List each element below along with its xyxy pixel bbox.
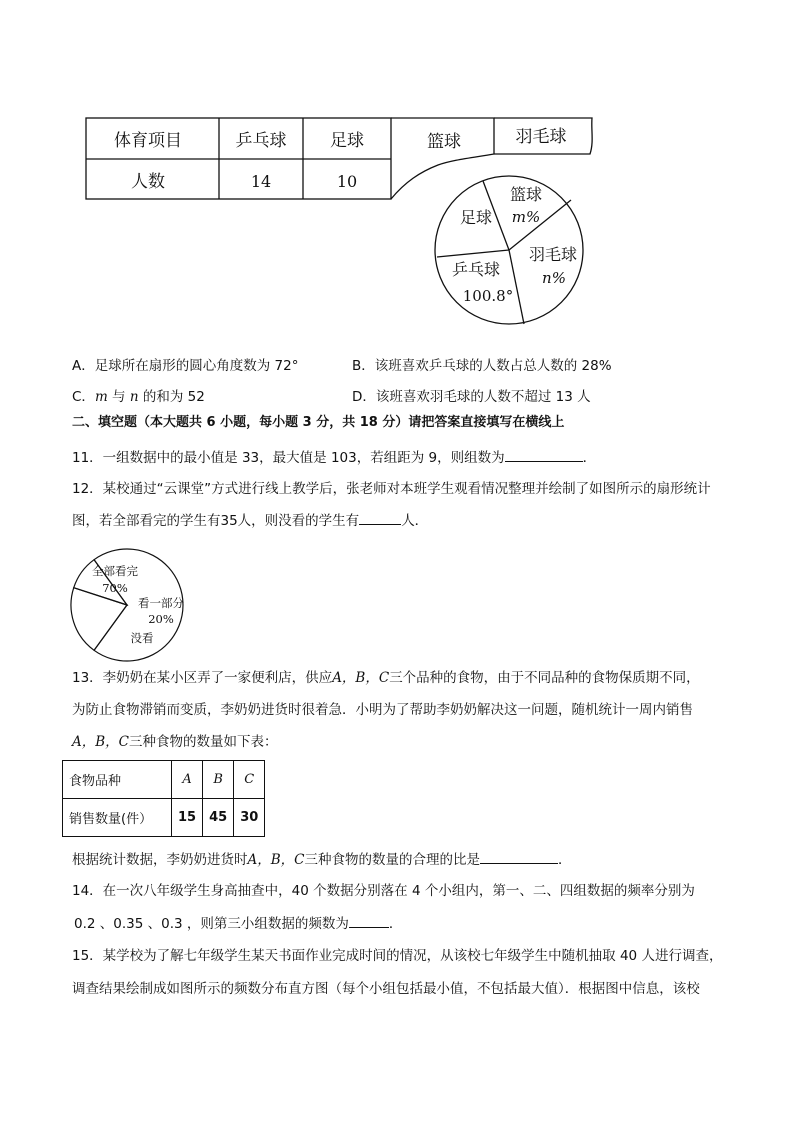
q12-line2-post: 人． (401, 513, 429, 529)
q10-option-a: A．足球所在扇形的圆心角度数为 72° (72, 358, 299, 374)
q10-pie-football: 足球 (459, 208, 493, 227)
q13-abc-1: A，B，C (332, 670, 390, 686)
q12-pie-none-label: 没看 (130, 631, 154, 645)
q10-pie-basketball: 篮球 (509, 185, 543, 204)
q12-pie-all-pct: 70% (102, 581, 128, 595)
q13-line1-post: 三个品种的食物，由于不同品种的食物保质期不同， (389, 670, 700, 686)
q13-answer-blank[interactable] (480, 849, 558, 864)
q12-line2-pre: 图，若全部看完的学生有35人，则没看的学生有 (72, 513, 360, 529)
section2-heading: 二、填空题（本大题共 6 小题，每小题 3 分，共 18 分）请把答案直接填写在横线上 (72, 415, 565, 430)
q11 (72, 447, 596, 468)
q10-option-c-suffix: 的和为 52 (138, 389, 205, 405)
q13-after (72, 849, 572, 870)
q14-line2 (74, 913, 402, 934)
q10-option-d: D．该班喜欢羽毛球的人数不超过 13 人 (352, 389, 591, 405)
q10-col-football: 足球 (330, 131, 364, 151)
q12-line2 (72, 510, 428, 531)
table-row (63, 799, 265, 837)
q10-option-c (72, 387, 205, 407)
q10-option-c-m: m (94, 389, 108, 405)
q12-pie-chart (60, 548, 200, 663)
q13-line1-pre: 13．李奶奶在某小区弄了一家便利店，供应 (72, 670, 333, 686)
q10-count-pingpong: 14 (250, 172, 272, 191)
q12-pie-all-label: 全部看完 (92, 564, 138, 578)
q14-line2-end: ． (388, 916, 403, 932)
q13-line3 (72, 732, 278, 752)
q10-option-c-mid: 与 (107, 389, 130, 405)
q10-header-label: 体育项目 (114, 131, 182, 151)
q13-table (62, 760, 265, 837)
q13-line3-post: 三种食物的数量如下表： (129, 734, 278, 750)
q12-pie-part-pct: 20% (148, 612, 174, 626)
q13-line2: 为防止食物滞销而变质，李奶奶进货时很着急．小明为了帮助李奶奶解决这一问题，随机统计一周内销售 (72, 702, 693, 718)
q12-line1: 12．某校通过“云课堂”方式进行线上教学后，张老师对本班学生观看情况整理并绘制了如图所示的扇形统计 (72, 481, 711, 497)
q10-option-c-n: n (129, 389, 139, 405)
q13-table-val-a: 15 (172, 799, 203, 837)
q10-option-b: B．该班喜欢乒乓球的人数占总人数的 28% (352, 358, 612, 374)
q15-line1: 15．某学校为了解七年级学生某天书面作业完成时间的情况，从该校七年级学生中随机抽取 40 人进行调查， (72, 948, 723, 964)
q10-pie-pingpong-angle: 100.8° (462, 287, 514, 305)
q15-line2: 调查结果绘制成如图所示的频数分布直方图（每个小组包括最小值，不包括最大值）．根据图中信息，该校 (72, 981, 700, 997)
q10-pie-badminton: 羽毛球 (528, 245, 578, 264)
q13-after-pre: 根据统计数据，李奶奶进货时 (72, 852, 248, 868)
q12-answer-blank[interactable] (359, 510, 401, 525)
table-row (63, 761, 265, 799)
q10-pie-pingpong: 乒乓球 (451, 260, 501, 279)
q14-line2-pre: 0.2 、0.35 、0.3 ，则第三小组数据的频数为 (74, 916, 349, 932)
q13-abc-2: A，B，C (72, 734, 129, 750)
q13-table-row1-label: 食物品种 (63, 761, 172, 799)
q13-table-col-a: A (172, 761, 203, 799)
q13-after-end: ． (558, 852, 572, 868)
q10-option-c-prefix: C． (72, 389, 95, 405)
q10-count-football: 10 (336, 172, 358, 191)
q13-table-val-c: 30 (234, 799, 265, 837)
q14-answer-blank[interactable] (349, 913, 389, 928)
q10-pie-n: n% (542, 269, 566, 287)
q13-table-col-c: C (234, 761, 265, 799)
q12-pie-slice-2 (71, 588, 127, 651)
q10-col-pingpong: 乒乓球 (235, 131, 287, 151)
q10-row-label: 人数 (131, 172, 165, 192)
q13-after-mid: 三种食物的数量的合理的比是 (304, 852, 480, 868)
q13-line1 (72, 668, 700, 688)
q10-figure (0, 0, 794, 340)
q13-abc-3: A，B，C (247, 852, 305, 868)
q10-pie-m: m% (511, 208, 541, 226)
q13-table-val-b: 45 (203, 799, 234, 837)
q11-end: ． (582, 450, 597, 466)
q14-line1: 14．在一次八年级学生身高抽查中，40 个数据分别落在 4 个小组内，第一、二、四组数据的频率分别为 (72, 883, 695, 899)
q12-pie-part-label: 看一部分 (138, 596, 184, 610)
q10-col-basketball: 篮球 (427, 132, 461, 152)
q11-text: 11．一组数据中的最小值是 33，最大值是 103，若组距为 9，则组数为 (72, 450, 505, 466)
q10-col-badminton: 羽毛球 (515, 127, 567, 147)
q13-table-row2-label: 销售数量(件） (63, 799, 172, 837)
q11-answer-blank[interactable] (505, 447, 583, 462)
q13-table-col-b: B (203, 761, 234, 799)
